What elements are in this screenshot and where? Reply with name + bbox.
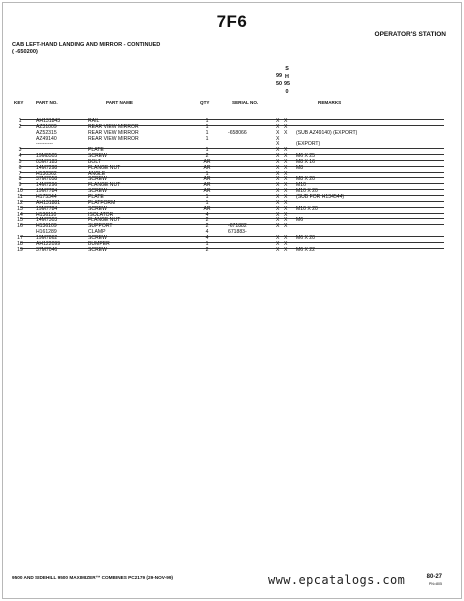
header-serial-no: SERIAL NO. — [232, 100, 259, 105]
row-qty: 2 — [205, 223, 209, 230]
row-part-no: AH122099 — [36, 240, 61, 247]
row-qty: 1 — [205, 170, 209, 177]
row-remarks: M6 X 22 — [296, 246, 315, 253]
row-serial-no: -658066 — [228, 129, 247, 136]
row-qty: 1 — [205, 118, 209, 124]
row-part-no: H161289 — [36, 229, 57, 236]
row-key: 14 — [17, 211, 23, 218]
row-mark-9950: X — [276, 135, 280, 142]
row-mark-sh950: X — [284, 176, 288, 183]
row-serial-no: 671883- — [228, 229, 247, 236]
row-remarks: M6 X 25 — [296, 153, 315, 160]
subsection-serial-range: ( -650200) — [12, 49, 38, 55]
row-part-no: H175344 — [36, 193, 57, 200]
row-mark-9950: X — [276, 158, 280, 165]
row-mark-sh950: X — [284, 199, 288, 206]
header-part-no: PART NO. — [36, 100, 58, 105]
row-part-name: FLANGE NUT — [88, 164, 121, 171]
row-qty: 2 — [205, 217, 209, 224]
row-part-no: ---------- — [36, 141, 53, 148]
row-qty: 1 — [205, 193, 209, 200]
row-key: 12 — [17, 199, 23, 206]
watermark: www.epcatalogs.com — [268, 573, 406, 587]
row-part-no: H136110 — [36, 211, 57, 218]
row-mark-9950: X — [276, 240, 280, 247]
row-part-name: REAR VIEW MIRROR — [88, 123, 139, 130]
row-key: 5 — [18, 158, 22, 165]
row-mark-9950: X — [276, 182, 280, 189]
catalog-title: 9500 AND SIDEHILL 9500 MAXIMIZER™ COMBINES PC2179 (29-NOV-99) — [12, 575, 173, 580]
row-mark-9950: X — [276, 223, 280, 230]
row-key: 16 — [17, 223, 23, 230]
row-part-name: SCREW — [88, 205, 107, 212]
row-mark-sh950: X — [284, 182, 288, 189]
row-mark-9950: X — [276, 176, 280, 183]
row-qty: 1 — [205, 135, 209, 142]
row-qty: AR — [203, 205, 211, 212]
row-mark-sh950: X — [284, 217, 288, 224]
row-key: 9 — [18, 182, 22, 189]
row-mark-9950: X — [276, 217, 280, 224]
row-remarks: M10 — [296, 182, 306, 189]
row-part-no: 03M7183 — [36, 158, 58, 165]
row-mark-9950: X — [276, 153, 280, 160]
row-mark-sh950: X — [284, 193, 288, 200]
row-qty: 2 — [205, 246, 209, 253]
row-part-no: H136109 — [36, 223, 57, 230]
row-qty: 1 — [205, 147, 209, 154]
row-mark-sh950: X — [284, 170, 288, 177]
row-remarks: (EXPORT) — [296, 141, 321, 148]
row-part-no: AH131881 — [36, 199, 61, 206]
row-part-no: 19M7784 — [36, 205, 58, 212]
row-mark-sh950: X — [284, 118, 288, 124]
row-part-no: 19M7862 — [36, 234, 58, 241]
row-key: 17 — [17, 234, 23, 241]
page-number: 80-27 — [426, 574, 442, 580]
row-key: 8 — [18, 176, 22, 183]
row-mark-9950: X — [276, 123, 280, 130]
row-remarks: M6 — [296, 217, 304, 224]
row-part-name: SCREW — [88, 246, 107, 253]
row-key: 4 — [18, 153, 22, 160]
row-mark-sh950: X — [284, 129, 288, 136]
row-qty: 1 — [205, 129, 209, 136]
row-remarks: M10 X 20 — [296, 188, 318, 195]
row-qty: 1 — [205, 240, 209, 247]
row-qty: AR — [203, 188, 211, 195]
row-part-name: FLANGE NUT — [88, 217, 121, 224]
row-part-no: 19M7784 — [36, 188, 58, 195]
row-remarks: (SUB AZ49140) (EXPORT) — [296, 129, 358, 136]
row-mark-9950: X — [276, 118, 280, 124]
row-qty: 4 — [205, 229, 209, 236]
row-key: 1 — [18, 118, 22, 124]
row-part-no: 19M8505 — [36, 153, 58, 160]
row-part-name: PLATFORM — [88, 199, 116, 206]
row-key: 7 — [18, 170, 22, 177]
row-mark-9950: X — [276, 246, 280, 253]
row-part-no: 37M7058 — [36, 176, 58, 183]
row-key: 2 — [18, 123, 22, 130]
row-part-name: BOLT — [88, 158, 101, 165]
row-key: 19 — [17, 246, 23, 253]
row-mark-sh950: X — [284, 240, 288, 247]
row-mark-sh950: X — [284, 153, 288, 160]
row-mark-sh950: X — [284, 188, 288, 195]
row-part-name: SCREW — [88, 234, 107, 241]
row-mark-sh950: X — [284, 123, 288, 130]
row-part-name: SCREW — [88, 176, 107, 183]
row-part-no: AZ52315 — [36, 129, 57, 136]
row-remarks: M10 X 20 — [296, 205, 318, 212]
row-part-name: BUMPER — [88, 240, 110, 247]
row-part-no: H130362 — [36, 170, 57, 177]
header-part-name: PART NAME — [106, 100, 133, 105]
row-mark-sh950: X — [284, 147, 288, 154]
row-part-no: 14M7303 — [36, 217, 58, 224]
row-mark-9950: X — [276, 170, 280, 177]
row-part-name: PLATE — [88, 193, 104, 200]
row-mark-9950: X — [276, 141, 280, 148]
row-qty: 2 — [205, 153, 209, 160]
row-mark-9950: X — [276, 199, 280, 206]
subsection-title: CAB LEFT-HAND LANDING AND MIRROR - CONTINUED — [12, 42, 161, 48]
row-mark-sh950: X — [284, 223, 288, 230]
row-mark-sh950: X — [284, 211, 288, 218]
row-mark-9950: X — [276, 211, 280, 218]
row-part-name: SCREW — [88, 153, 107, 160]
row-part-no: 14M7296 — [36, 182, 58, 189]
header-key: KEY — [14, 100, 24, 105]
row-mark-9950: X — [276, 129, 280, 136]
row-part-name: RAIL — [88, 118, 100, 124]
row-mark-sh950: X — [284, 205, 288, 212]
row-key: 18 — [17, 240, 23, 247]
row-part-no: 37M7046 — [36, 246, 58, 253]
row-remarks: (SUB FOR H134544) — [296, 193, 345, 200]
row-qty: AR — [203, 158, 211, 165]
row-mark-sh950: X — [284, 246, 288, 253]
row-part-no: AZ31009 — [36, 123, 57, 130]
row-mark-9950: X — [276, 234, 280, 241]
row-qty: AR — [203, 176, 211, 183]
row-part-name: ISOLATOR — [88, 211, 114, 218]
model-column-9950: 9950 — [276, 73, 282, 87]
row-mark-sh950: X — [284, 164, 288, 171]
row-part-no: 14M7298 — [36, 164, 58, 171]
row-mark-9950: X — [276, 164, 280, 171]
row-part-name: REAR VIEW MIRROR — [88, 135, 139, 142]
row-remarks: M8 X 16 — [296, 158, 315, 165]
row-mark-sh950: X — [284, 158, 288, 165]
row-remarks: M6 X 20 — [296, 234, 315, 241]
row-part-name: CLAMP — [88, 229, 106, 236]
row-qty: 4 — [205, 211, 209, 218]
page-border — [2, 2, 462, 599]
row-qty: 1 — [205, 199, 209, 206]
row-key: 6 — [18, 164, 22, 171]
row-qty: AR — [203, 164, 211, 171]
row-remarks: M8 X 20 — [296, 176, 315, 183]
row-qty: 1 — [205, 123, 209, 130]
row-part-name: SCREW — [88, 188, 107, 195]
row-mark-9950: X — [276, 188, 280, 195]
row-mark-sh950: X — [284, 234, 288, 241]
row-mark-9950: X — [276, 205, 280, 212]
row-part-name: PLATE — [88, 147, 104, 154]
row-qty: AR — [203, 182, 211, 189]
row-key: 15 — [17, 217, 23, 224]
section-title: OPERATOR'S STATION — [374, 31, 446, 38]
row-key: 3 — [18, 147, 22, 154]
row-part-no: AH131843 — [36, 118, 61, 124]
model-column-sh950: SH950 — [284, 66, 290, 95]
row-remarks: M8 — [296, 164, 304, 171]
row-part-name: FLANGE NUT — [88, 182, 121, 189]
row-part-no: AZ49140 — [36, 135, 57, 142]
row-part-name: REAR VIEW MIRROR — [88, 129, 139, 136]
row-mark-9950: X — [276, 147, 280, 154]
page-reference: PN=805 — [428, 582, 442, 586]
row-key: 11 — [17, 193, 23, 200]
row-serial-no: -671882 — [228, 223, 247, 230]
table-row — [0, 248, 464, 254]
row-mark-9950: X — [276, 193, 280, 200]
row-key: 13 — [17, 205, 23, 212]
row-part-name: SUPPORT — [88, 223, 113, 230]
row-key: 10 — [17, 188, 23, 195]
header-qty: QTY — [200, 100, 210, 105]
page-code: 7F6 — [216, 12, 248, 31]
parts-table — [0, 119, 464, 253]
header-remarks: REMARKS — [318, 100, 342, 105]
row-part-name: ANGLE — [88, 170, 106, 177]
row-qty: 4 — [205, 234, 209, 241]
